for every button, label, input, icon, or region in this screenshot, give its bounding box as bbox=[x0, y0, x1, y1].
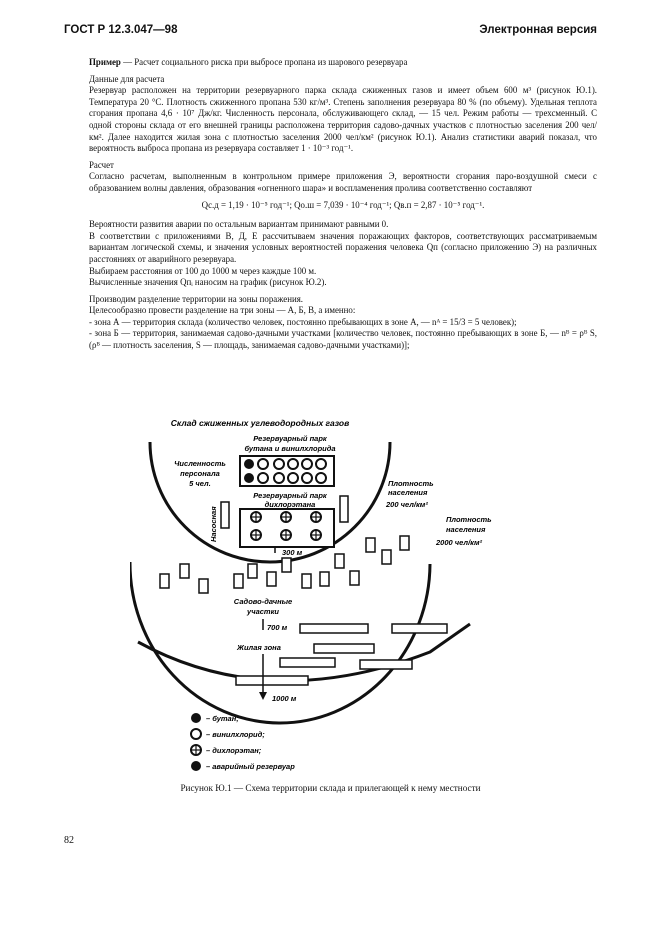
legend-emergency: – аварийный резервуар bbox=[206, 762, 295, 771]
legend-butane-icon bbox=[191, 713, 201, 723]
example-title: Пример bbox=[89, 57, 121, 67]
calc-paragraph: Согласно расчетам, выполненным в контрольном примере приложения Э, вероятности сгорания паро-воздушной смеси с образованием волны давления, образования «огненного шара» и воспламенения пролива соответственно составляют bbox=[89, 171, 597, 193]
park2-line2: дихлорэтана bbox=[264, 500, 316, 509]
legend-vinyl-icon bbox=[191, 729, 201, 739]
figure-caption: Рисунок Ю.1 — Схема территории склада и прилегающей к нему местности bbox=[180, 783, 481, 793]
paragraph-3: Выбираем расстояния от 100 до 1000 м через каждые 100 м. bbox=[89, 265, 317, 276]
living-zone: Жилая зона bbox=[237, 643, 281, 652]
vinyl-chloride-tank bbox=[316, 473, 326, 483]
paragraph-1: Вероятности развития аварии по остальным вариантам принимают равными 0. bbox=[89, 219, 389, 230]
paragraph-7: - зона А — территория склада (количество человек, постоянно пребывающих в зоне А, — nᴬ = 15/3 = 5 человек); bbox=[89, 316, 517, 327]
vinyl-chloride-tank bbox=[288, 473, 298, 483]
density2-line1: Плотность bbox=[446, 515, 492, 524]
park2-line1: Резервуарный парк bbox=[253, 491, 327, 500]
personnel-line2: персонала bbox=[180, 469, 220, 478]
formula: Qс.д = 1,19 · 10⁻⁵ год⁻¹; Qо.ш = 7,039 · 10⁻⁴ год⁻¹; Qв.п = 2,87 · 10⁻⁵ год⁻¹. bbox=[201, 199, 485, 210]
legend-butane: – бутан; bbox=[206, 714, 239, 723]
data-paragraph: Резервуар расположен на территории резервуарного парка склада сжиженных газов и имеет объем 600 м³ (рисунок Ю.1). Температура 20 °С. Плотность сжиженного пропана 530 кг/м³. Степень заполнения резервуара 80 % (по объему). Удельная теплота сгорания пропана 4,6 · 10⁷ Дж/кг. Численность персонала, обслуживающего склад, — 15 чел. Режим работы — трехсменный. С одной стороны склада от его внешней границы расположена территория садово-дачных участков с плотностью заселения 200 чел/км². Далее находится жилая зона с плотностью заселения 2000 чел/км² (рисунок Ю.1). Анализ статистики аварий показал, что вероятность выброса пропана из резервуара составляет 1 · 10⁻³ год⁻¹. bbox=[89, 85, 597, 154]
paragraph-4: Вычисленные значения Qпᵢ наносим на график (рисунок Ю.2). bbox=[89, 277, 327, 288]
personnel-line1: Численность bbox=[174, 459, 226, 468]
edition-label: Электронная версия bbox=[479, 24, 597, 36]
density1-line1: Плотность bbox=[388, 479, 434, 488]
paragraph-2: В соответствии с приложениями В, Д, Е рассчитываем значения поражающих факторов, соответствующих рассматриваемым вариантам логической схемы, и значения условных вероятностей поражения человека Qп (согласно приложению Э) на различных расстояниях от аварийного резервуара. bbox=[89, 230, 597, 264]
paragraph-8: - зона Б — территория, занимаемая садово-дачными участками [количество человек, постоянно пребывающих в зоне Б, — nᴮ = ρᴮ S, (ρᴮ — плотность заселения, S — площадь, занимаемая садово-дачными участками)]; bbox=[89, 328, 597, 351]
density2-line3: 2000 чел/км² bbox=[436, 538, 482, 547]
emergency-tank bbox=[244, 459, 254, 469]
dichloroethane-tank bbox=[258, 473, 268, 483]
arrow-1000-head bbox=[259, 692, 267, 700]
standard-code: ГОСТ Р 12.3.047—98 bbox=[64, 24, 178, 36]
page-number: 82 bbox=[64, 835, 74, 846]
distance-700: 700 м bbox=[267, 623, 288, 632]
vinyl-chloride-tank bbox=[274, 459, 284, 469]
vinyl-chloride-tank bbox=[302, 459, 312, 469]
density1-line3: 200 чел/км² bbox=[386, 500, 428, 509]
body-text bbox=[89, 57, 597, 352]
density2-line2: населения bbox=[446, 525, 486, 534]
calc-heading: Расчет bbox=[89, 159, 114, 170]
park1-line2: бутана и винилхлорида bbox=[244, 444, 336, 453]
legend-emergency-icon bbox=[191, 761, 201, 771]
building bbox=[340, 496, 348, 522]
butane-tank bbox=[244, 473, 254, 483]
personnel-line3: 5 чел. bbox=[189, 479, 211, 488]
data-heading: Данные для расчета bbox=[89, 73, 165, 84]
pump-label: Насосная bbox=[209, 506, 218, 542]
park1-line1: Резервуарный парк bbox=[253, 434, 327, 443]
distance-300: 300 м bbox=[282, 548, 303, 557]
example-rest: — Расчет социального риска при выбросе пропана из шарового резервуара bbox=[120, 57, 408, 67]
vinyl-chloride-tank bbox=[274, 473, 284, 483]
dacha-line1: Садово-дачные bbox=[233, 597, 293, 606]
legend-vinyl: – винилхлорид; bbox=[206, 730, 265, 739]
example-line bbox=[89, 57, 597, 69]
paragraph-5: Производим разделение территории на зоны поражения. bbox=[89, 293, 303, 304]
density1-line2: населения bbox=[388, 488, 428, 497]
dichloroethane-tank bbox=[258, 459, 268, 469]
paragraph-6: Целесообразно провести разделение на три зоны — А, Б, В, а именно: bbox=[89, 305, 356, 316]
distance-1000: 1000 м bbox=[272, 694, 297, 703]
vinyl-chloride-tank bbox=[316, 459, 326, 469]
pump-building bbox=[221, 502, 229, 528]
vinyl-chloride-tank bbox=[288, 459, 298, 469]
vinyl-chloride-tank bbox=[302, 473, 312, 483]
dacha-line2: участки bbox=[247, 607, 279, 616]
territory-diagram bbox=[130, 414, 520, 776]
figure-title: Склад сжиженных углеводородных газов bbox=[170, 418, 350, 428]
legend-dichloroethane: – дихлорэтан; bbox=[206, 746, 262, 755]
